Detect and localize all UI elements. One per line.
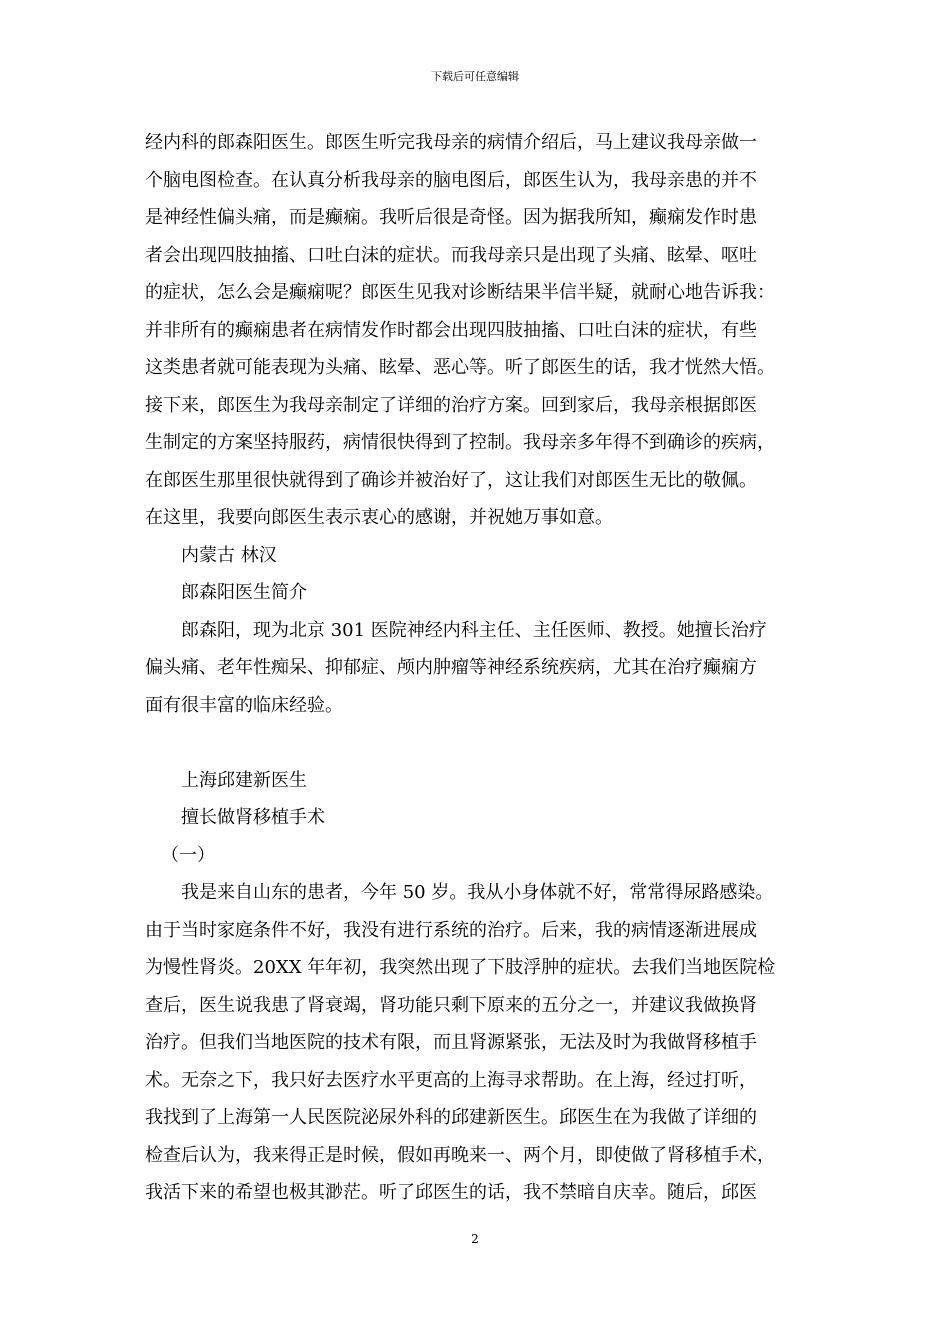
signature: 内蒙古 林汉 — [181, 544, 277, 566]
text-line: 我是来自山东的患者，今年 50 岁。我从小身体就不好，常常得尿路感染。 — [181, 882, 774, 903]
text-line: 术。无奈之下，我只好去医疗水平更高的上海寻求帮助。在上海，经过打听， — [145, 1069, 757, 1091]
intro-title: 郎森阳医生简介 — [181, 582, 307, 603]
page-header: 下载后可任意编辑 — [431, 70, 519, 83]
text-line: 我活下来的希望也极其渺茫。听了邱医生的话，我不禁暗自庆幸。随后，邱医 — [145, 1182, 757, 1203]
text-line: 治疗。但我们当地医院的技术有限，而且肾源紧张，无法及时为我做肾移植手 — [145, 1032, 757, 1053]
text-line: 的症状，怎么会是癫痫呢？郎医生见我对诊断结果半信半疑，就耐心地告诉我： — [145, 282, 775, 303]
text-line: 者会出现四肢抽搐、口吐白沫的症状。而我母亲只是出现了头痛、眩晕、呕吐 — [145, 244, 757, 266]
text-line: 在这里，我要向郎医生表示衷心的感谢，并祝她万事如意。 — [145, 507, 613, 528]
specialty-heading: 擅长做肾移植手术 — [181, 807, 325, 828]
document-body — [145, 124, 810, 1212]
text-line: 接下来，郎医生为我母亲制定了详细的治疗方案。回到家后，我母亲根据郎医 — [145, 394, 757, 416]
story1-paragraph — [145, 124, 810, 537]
blank-line — [145, 724, 810, 762]
text-line: 偏头痛、老年性痴呆、抑郁症、颅内肿瘤等神经系统疾病，尤其在治疗癫痫方 — [145, 657, 757, 678]
text-line: 由于当时家庭条件不好，我没有进行系统的治疗。后来，我的病情逐渐进展成 — [145, 919, 757, 941]
page-number: 2 — [471, 1232, 479, 1246]
text-line: 为慢性肾炎。20XX 年年初，我突然出现了下肢浮肿的症状。去我们当地医院检 — [145, 957, 776, 978]
text-line: 个脑电图检查。在认真分析我母亲的脑电图后，郎医生认为，我母亲患的并不 — [145, 169, 757, 191]
doctor-heading: 上海邱建新医生 — [181, 769, 307, 791]
text-line: 查后，医生说我患了肾衰竭，肾功能只剩下原来的五分之一，并建议我做换肾 — [145, 994, 757, 1016]
part-heading: （一） — [161, 844, 215, 866]
intro-paragraph — [145, 612, 810, 725]
text-line: 生制定的方案坚持服药，病情很快得到了控制。我母亲多年得不到确诊的疾病， — [145, 432, 775, 453]
text-line: 检查后认为，我来得正是时候，假如再晚来一、两个月，即使做了肾移植手术， — [145, 1144, 775, 1166]
text-line: 面有很丰富的临床经验。 — [145, 694, 343, 716]
text-line: 是神经性偏头痛，而是癫痫。我听后很是奇怪。因为据我所知，癫痫发作时患 — [145, 207, 757, 228]
text-line: 经内科的郎森阳医生。郎医生听完我母亲的病情介绍后，马上建议我母亲做一 — [145, 132, 757, 153]
text-line: 在郎医生那里很快就得到了确诊并被治好了，这让我们对郎医生无比的敬佩。 — [145, 469, 757, 491]
story2-paragraph — [145, 874, 810, 1212]
text-line: 并非所有的癫痫患者在病情发作时都会出现四肢抽搐、口吐白沫的症状，有些 — [145, 319, 757, 341]
text-line: 郎森阳，现为北京 301 医院神经内科主任、主任医师、教授。她擅长治疗 — [181, 619, 767, 641]
text-line: 这类患者就可能表现为头痛、眩晕、恶心等。听了郎医生的话，我才恍然大悟。 — [145, 357, 775, 378]
text-line: 我找到了上海第一人民医院泌尿外科的邱建新医生。邱医生在为我做了详细的 — [145, 1107, 757, 1128]
